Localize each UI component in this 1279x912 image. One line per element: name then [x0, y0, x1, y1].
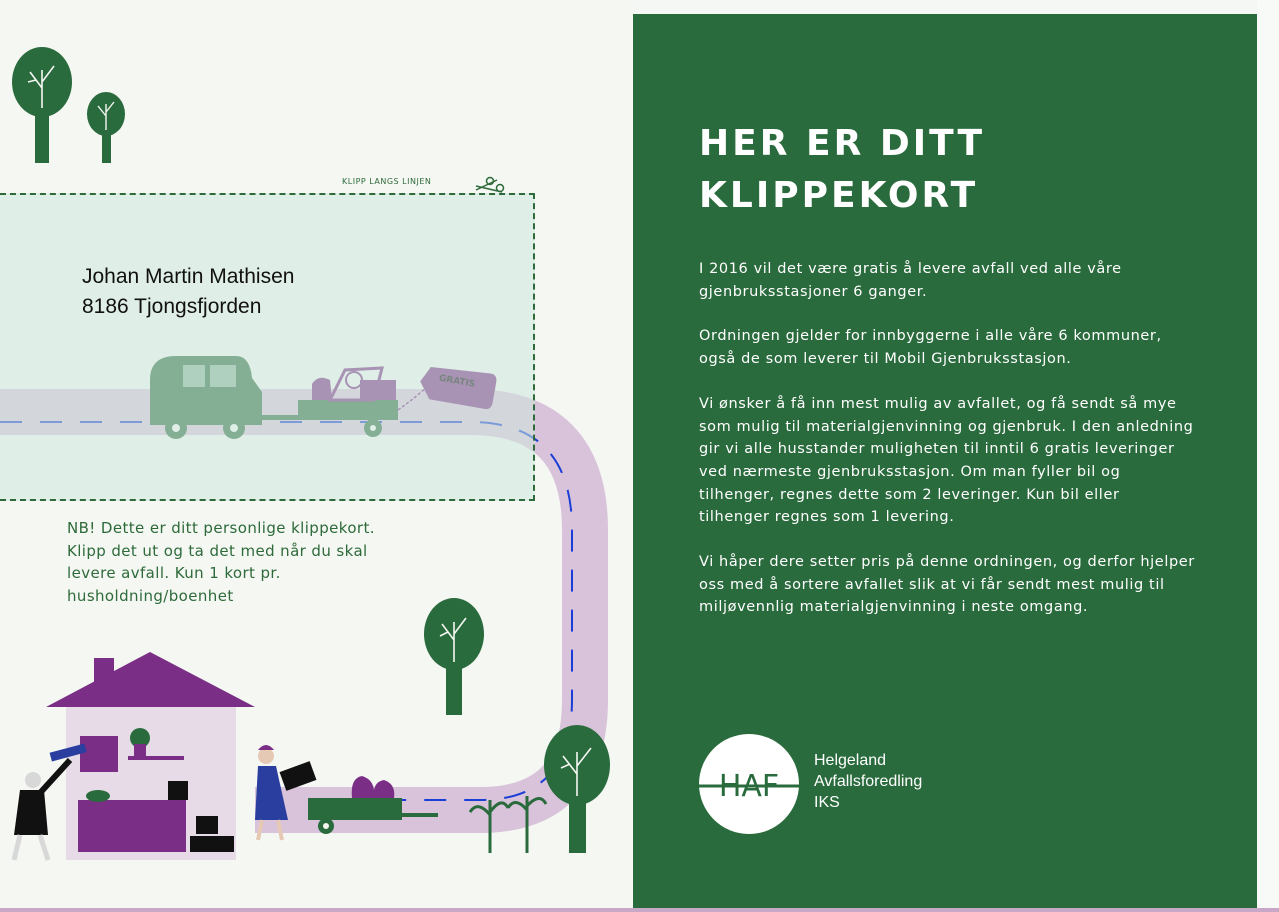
note-line: NB! Dette er ditt personlige klippekort. — [67, 519, 375, 537]
house-icon — [46, 652, 255, 860]
info-paragraph: Vi håper dere setter pris på denne ordningen, og derfor hjelper oss med å sortere avfallet slik at vi får sendt mest mulig til miljøvennlig materialgjenvinning i neste omgang. — [699, 554, 1195, 616]
organization-name — [814, 750, 922, 813]
tree-icon — [424, 598, 484, 715]
title-line: KLIPPEKORT — [699, 175, 979, 216]
logo-mark: HAF — [718, 769, 780, 804]
note-line: Klipp det ut og ta det med når du skal — [67, 541, 368, 560]
recipient-name: Johan Martin Mathisen — [82, 265, 295, 288]
tree-icon — [12, 47, 72, 163]
cut-line-label: KLIPP LANGS LINJEN — [342, 177, 432, 186]
info-panel — [633, 14, 1257, 912]
tree-icon — [544, 725, 610, 853]
info-paragraph: I 2016 vil det være gratis å levere avfall ved alle våre gjenbruksstasjoner 6 ganger. — [699, 261, 1122, 300]
page-title — [699, 118, 985, 222]
coupon-cutout — [0, 193, 535, 501]
note-line: levere avfall. Kun 1 kort pr. — [67, 564, 281, 582]
info-paragraph: Vi ønsker å få inn mest mulig av avfallet, og få sendt så mye som mulig til materialgjenvinning og gjenbruk. I den anledning gir vi alle husstander muligheten til inntil 6 gratis leveringer ved nærmeste gjenbruksstasjon. Om man fyller bil og tilhenger, regnes dette som 2 leveringer. Kun bil eller tilhenger regnes som 1 levering. — [699, 395, 1194, 526]
scissors-icon — [476, 178, 504, 193]
bottom-edge — [0, 908, 1279, 912]
tree-icon — [87, 92, 125, 163]
haf-logo — [697, 732, 801, 836]
title-line: HER ER DITT — [699, 123, 986, 164]
coupon-note — [67, 517, 467, 607]
info-text — [699, 258, 1195, 641]
org-name-line: Avfallsforedling — [814, 773, 923, 790]
scan-margin — [1257, 0, 1279, 912]
recipient-address: 8186 Tjongsfjorden — [82, 295, 262, 318]
org-name-line: IKS — [814, 794, 840, 811]
org-name-line: Helgeland — [814, 752, 887, 769]
info-paragraph: Ordningen gjelder for innbyggerne i alle våre 6 kommuner, også de som leverer til Mobil Gjenbruksstasjon. — [699, 328, 1162, 368]
note-line: husholdning/boenhet — [67, 586, 234, 605]
recipient-block — [82, 262, 294, 322]
